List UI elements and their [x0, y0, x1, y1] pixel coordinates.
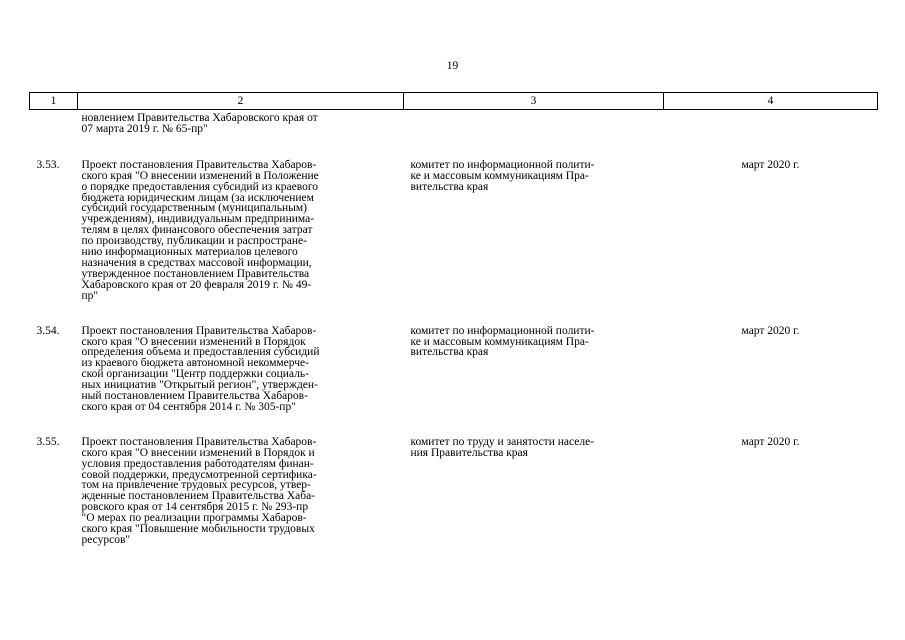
- item-title-line: бюджета юридическим лицам (за исключением: [81, 191, 314, 204]
- column-header-3: 3: [404, 93, 664, 110]
- item-executor-line: вительства края: [410, 346, 489, 359]
- item-executor-line: комитет по труду и занятости населе-: [410, 435, 595, 448]
- item-deadline: [664, 110, 878, 160]
- item-title-line: определения объема и предоставления субсидий: [81, 346, 320, 359]
- item-executor: [404, 160, 664, 326]
- item-executor-line: ке и массовым коммуникациям Пра-: [410, 169, 589, 182]
- item-title-line: новлением Правительства Хабаровского края от: [81, 112, 318, 124]
- item-title-line: "О мерах по реализации программы Хабаров-: [81, 512, 307, 525]
- item-title-line: по производству, публикации и распростране-: [81, 235, 307, 248]
- item-title-line: том на привлечение трудовых ресурсов, утвер-: [81, 479, 311, 492]
- item-title-line: ского края "О внесении изменений в Положение: [81, 169, 319, 182]
- item-title-line: ского края "Повышение мобильности трудовых: [81, 523, 315, 536]
- item-executor: [404, 110, 664, 160]
- item-title-line: ской организации "Центр поддержки социаль-: [81, 368, 309, 381]
- item-title-line: Проект постановления Правительства Хабаров-: [81, 435, 317, 448]
- item-number: 3.53.: [36, 158, 60, 171]
- item-deadline: март 2020 г.: [741, 435, 800, 448]
- table-row: [30, 326, 878, 437]
- column-header-4: 4: [664, 93, 878, 110]
- item-title-line: учреждениям), индивидуальным предпринима-: [81, 213, 315, 226]
- item-title-line: ровского края от 14 сентября 2015 г. № 293-пр: [81, 501, 309, 514]
- plan-table: [29, 92, 878, 570]
- item-deadline: март 2020 г.: [741, 158, 800, 171]
- item-title-line: субсидий государственным (муниципальным): [81, 202, 307, 215]
- column-header-1: 1: [30, 93, 78, 110]
- item-title-line: ского края от 04 сентября 2014 г. № 305-пр": [81, 400, 296, 413]
- table-row: [30, 110, 878, 160]
- item-executor-line: вительства края: [410, 180, 489, 193]
- item-executor-line: ке и массовым коммуникациям Пра-: [410, 335, 589, 348]
- item-title-line: ный постановлением Правительства Хабаров-: [81, 390, 308, 403]
- item-title-line: Проект постановления Правительства Хабаров-: [81, 158, 317, 171]
- item-executor: [404, 437, 664, 570]
- item-title-line: жденные постановлением Правительства Хаба-: [81, 490, 316, 503]
- item-executor-line: комитет по информационной полити-: [410, 324, 595, 337]
- item-number: 3.54.: [36, 324, 60, 337]
- item-title-line: совой поддержки, предусмотренной сертифика-: [81, 468, 317, 481]
- item-title-line: нию информационных материалов целевого: [81, 246, 298, 259]
- item-title: [78, 437, 404, 570]
- item-executor-line: комитет по информационной полити-: [410, 158, 595, 171]
- item-title-line: назначения в средствах массовой информации,: [81, 256, 312, 269]
- item-number: 3.55.: [36, 435, 60, 448]
- item-title-line: из краевого бюджета автономной некоммерче-: [81, 357, 309, 370]
- item-number: [30, 110, 78, 160]
- item-title-line: условия предоставления работодателям финан-: [81, 457, 314, 470]
- item-executor-line: ния Правительства края: [410, 446, 528, 459]
- table-header: [30, 93, 878, 110]
- item-title: [78, 326, 404, 437]
- table-row: [30, 160, 878, 326]
- item-title-line: ных инициатив "Открытый регион", утвержден-: [81, 379, 318, 392]
- item-title-line: утвержденное постановлением Правительства: [81, 267, 310, 280]
- item-title-line: пр": [81, 289, 99, 302]
- page-number: 19: [446, 60, 459, 72]
- item-title-line: телям в целях финансового обеспечения затрат: [81, 224, 313, 237]
- item-title-line: Проект постановления Правительства Хабаров-: [81, 324, 317, 337]
- item-title-line: о порядке предоставления субсидий из краевого: [81, 180, 319, 193]
- item-deadline: март 2020 г.: [741, 324, 800, 337]
- item-title-line: ресурсов": [81, 534, 131, 546]
- item-executor: [404, 326, 664, 437]
- item-title-line: ского края "О внесении изменений в Порядок: [81, 335, 306, 348]
- item-title-line: Хабаровского края от 20 февраля 2019 г. № 49-: [81, 278, 312, 291]
- item-title: [78, 160, 404, 326]
- item-title: [78, 110, 404, 160]
- table-body: [30, 110, 878, 570]
- item-title-line: 07 марта 2019 г. № 65-пр": [81, 122, 208, 135]
- item-title-line: ского края "О внесении изменений в Порядок и: [81, 446, 315, 459]
- table-row: [30, 437, 878, 570]
- column-header-2: 2: [78, 93, 404, 110]
